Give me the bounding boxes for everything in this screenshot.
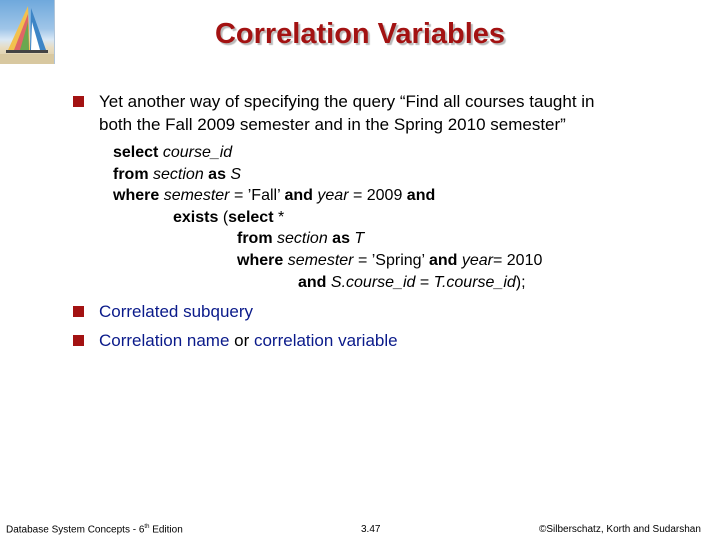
- footer-text: Edition: [149, 524, 183, 536]
- keyword: from: [113, 166, 149, 183]
- attribute: S.course_id: [330, 274, 416, 291]
- bullet-text: Correlated subquery: [99, 302, 254, 321]
- keyword: and: [428, 252, 458, 269]
- star: *: [273, 209, 285, 226]
- bullet-icon: [73, 335, 84, 346]
- keyword: exists: [173, 209, 219, 226]
- paren: );: [515, 274, 526, 291]
- bullet-text-line1: Yet another way of specifying the query “Find all courses taught in: [99, 92, 595, 111]
- keyword: select: [228, 209, 274, 226]
- query-line-6: [237, 250, 542, 272]
- attribute: semester: [163, 187, 230, 204]
- keyword: as: [208, 166, 226, 183]
- relation: section: [277, 230, 328, 247]
- footer-left: [6, 524, 183, 535]
- alias: S: [230, 166, 242, 183]
- query-line-4: [173, 207, 284, 229]
- bullet-icon: [73, 96, 84, 107]
- attribute: semester: [287, 252, 354, 269]
- condition: =: [415, 274, 434, 291]
- attribute: course_id: [162, 144, 233, 161]
- keyword: and: [406, 187, 436, 204]
- keyword: where: [237, 252, 284, 269]
- page-number: 3.47: [361, 524, 381, 535]
- query-line-2: [113, 164, 241, 186]
- query-line-3: [113, 185, 435, 207]
- condition: = 2009: [348, 187, 407, 204]
- keyword: as: [332, 230, 350, 247]
- bullet-text: [99, 329, 398, 352]
- alias: T: [354, 230, 365, 247]
- footer-right: ©Silberschatz, Korth and Sudarshan: [539, 524, 701, 535]
- attribute: year: [461, 252, 493, 269]
- term: Correlation name: [99, 331, 230, 350]
- paren: (: [222, 209, 229, 226]
- footer-sup: th: [144, 524, 150, 530]
- footer-text: Database System Concepts - 6: [6, 524, 145, 536]
- keyword: select: [113, 144, 159, 161]
- keyword: and: [284, 187, 313, 204]
- condition: = 2010: [492, 252, 543, 269]
- attribute: year: [317, 187, 349, 204]
- term: correlation variable: [253, 331, 398, 350]
- condition: = ’Spring’: [353, 252, 429, 269]
- keyword: and: [298, 274, 327, 291]
- bullet-text-line2: both the Fall 2009 semester and in the Spring 2010 semester”: [99, 115, 566, 134]
- attribute: T.course_id: [433, 274, 516, 291]
- condition: = ’Fall’: [229, 187, 285, 204]
- slide-title: Correlation Variables: [214, 18, 506, 50]
- relation: section: [153, 166, 204, 183]
- query-line-5: [237, 228, 364, 250]
- query-line-7: [298, 272, 526, 294]
- query-line-1: [113, 142, 232, 164]
- keyword: where: [113, 187, 160, 204]
- bullet-icon: [73, 306, 84, 317]
- connector: or: [229, 331, 254, 350]
- keyword: from: [237, 230, 273, 247]
